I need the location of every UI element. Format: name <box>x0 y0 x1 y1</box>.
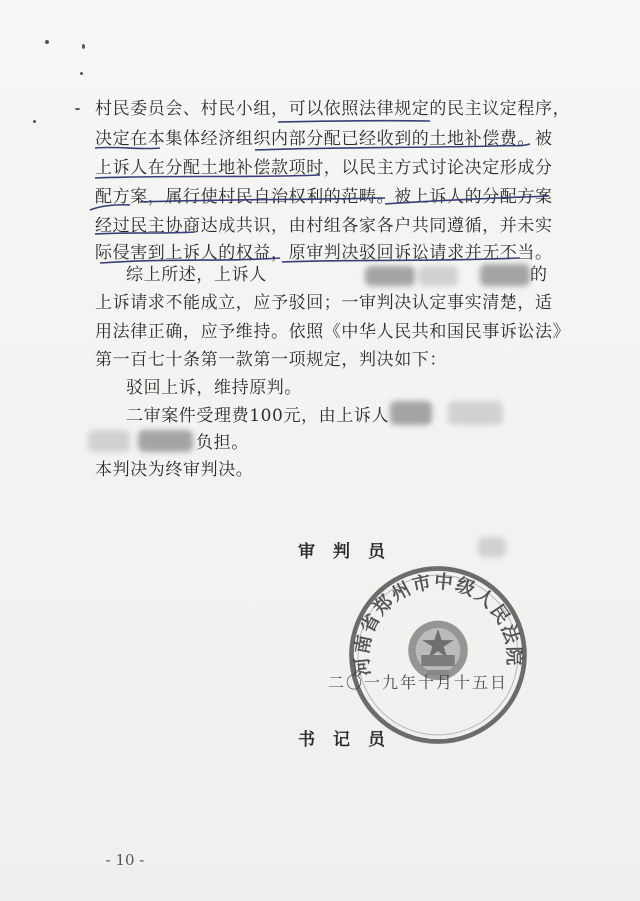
judge-label: 审判员 <box>298 542 403 562</box>
text-line: 配方案，属行使村民自治权利的范畴。被上诉人的分配方案 <box>95 187 553 207</box>
text-line: 决定在本集体经济组织内部分配已经收到的土地补偿费。被 <box>95 129 553 149</box>
redacted-name <box>138 430 193 452</box>
text-line: 本判决为终审判决。 <box>95 460 254 480</box>
text-line: 用法律正确，应予维持。依照《中华人民共和国民事诉讼法》 <box>95 322 571 342</box>
text-line: 际侵害到上诉人的权益，原审判决驳回诉讼请求并无不当。 <box>95 243 553 263</box>
clerk-label: 书记员 <box>298 730 403 750</box>
text-line: 综上所述，上诉人 <box>126 265 267 285</box>
text-line: 驳回上诉，维持原判。 <box>126 378 302 398</box>
pen-underline-marks <box>0 0 640 300</box>
judgment-date: 二〇一九年十月十五日 <box>328 673 509 692</box>
text-line: 上诉请求不能成立，应予驳回；一审判决认定事实清楚，适 <box>95 293 553 313</box>
text-line: 二审案件受理费100元，由上诉人 <box>126 406 390 426</box>
text-line: 负担。 <box>196 433 249 453</box>
redacted-name <box>478 537 506 557</box>
redacted-name <box>390 401 432 425</box>
text-line: 上诉人在分配土地补偿款项时，以民主方式讨论决定形成分 <box>95 158 553 178</box>
text-line: 村民委员会、村民小组，可以依照法律规定的民主议定程序， <box>95 99 571 119</box>
redacted-name <box>365 266 415 286</box>
redacted-name <box>418 266 458 286</box>
text-line: 第一百七十条第一款第一项规定，判决如下： <box>95 350 447 370</box>
svg-text:河南省郑州市中级人民法院: 河南省郑州市中级人民法院 <box>351 571 524 677</box>
redacted-name <box>448 401 503 425</box>
redacted-name <box>480 264 530 286</box>
page-number: - 10 - <box>105 851 145 869</box>
text-line: 的 <box>530 265 548 285</box>
redacted-name <box>88 430 130 452</box>
text-line: 经过民主协商达成共识，由村组各家各户共同遵循，并未实 <box>95 216 553 236</box>
court-seal-stamp <box>345 562 531 748</box>
